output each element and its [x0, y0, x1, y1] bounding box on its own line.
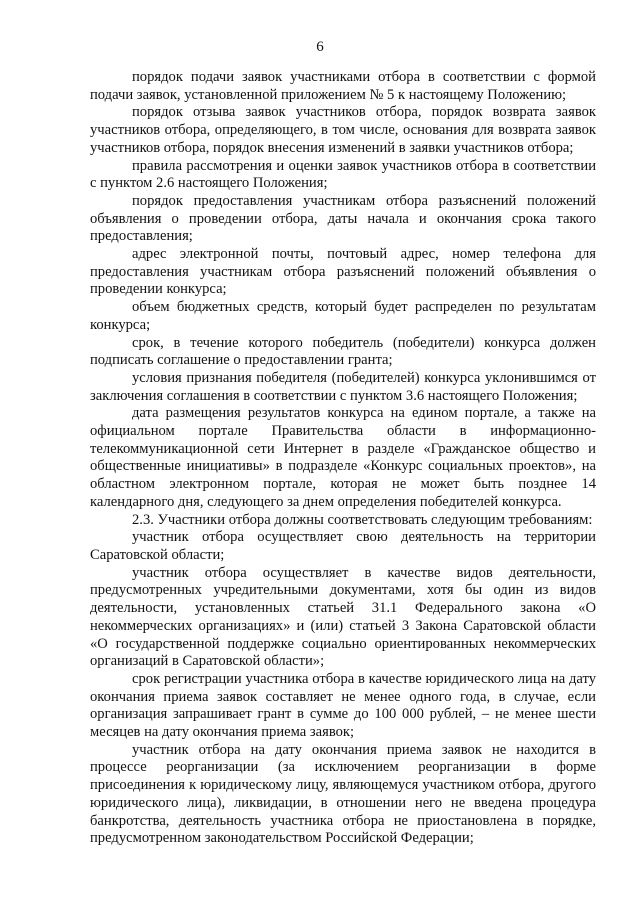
paragraph-reorganization-requirement: участник отбора на дату окончания приема заявок не находится в процессе реорганизации (за исключением реорганизации в форме присоединения к юридическому лицу, являющемуся участником отбора, другого юридического лица), ликвидации, в отношении него не введена процедура банкротства, деятельность участника отбора не приостановлена в порядке, предусмотренном законодательством Российской Федерации;	[90, 741, 596, 847]
paragraph-territory-requirement: участник отбора осуществляет свою деятельность на территории Саратовской области;	[90, 529, 596, 563]
paragraph-evasion-conditions: условия признания победителя (победителей) конкурса уклонившимся от заключения соглашения в соответствии с пунктом 3.6 настоящего Положения;	[90, 369, 596, 404]
paragraph-submission-procedure: порядок подачи заявок участниками отбора в соответствии с формой подачи заявок, установленной приложением № 5 к настоящему Положению;	[90, 69, 596, 103]
paragraph-registration-term: срок регистрации участника отбора в качестве юридического лица на дату окончания приема заявок составляет не менее одного года, в случае, если организация запрашивает грант в сумме до 100 000 рублей, – не менее шести месяцев на дату окончания приема заявок;	[90, 670, 596, 741]
page-number: 6	[316, 39, 324, 55]
paragraph-budget-volume: объем бюджетных средств, который будет распределен по результатам конкурса;	[90, 299, 596, 333]
document-body	[90, 69, 596, 848]
paragraph-activity-requirement: участник отбора осуществляет в качестве видов деятельности, предусмотренных учредительными документами, хотя бы один из видов деятельности, установленных статьей 31.1 Федерального закона «О некоммерческих организациях» и (или) статьей 3 Закона Саратовской области «О государственной поддержке социально ориентированных некоммерческих организаций в Саратовской области»;	[90, 564, 596, 670]
paragraph-signing-term: срок, в течение которого победитель (победители) конкурса должен подписать соглашение о предоставлении гранта;	[90, 334, 596, 369]
paragraph-section-2-3: 2.3. Участники отбора должны соответствовать следующим требованиям:	[132, 511, 593, 528]
paragraph-results-publication: дата размещения результатов конкурса на едином портале, а также на официальном портале Правительства области в информационно-телекоммуникационной сети Интернет в разделе «Гражданское общество и общественные инициативы» в подразделе «Конкурс социальных проектов», на областном электронном портале, которая не может быть позднее 14 календарного дня, следующего за днем определения победителей конкурса.	[90, 405, 596, 510]
paragraph-withdrawal-procedure: порядок отзыва заявок участников отбора, порядок возврата заявок участников отбора, определяющего, в том числе, основания для возврата заявок участников отбора, порядок внесения изменений в заявки участников отбора;	[90, 104, 596, 156]
paragraph-clarification-procedure: порядок предоставления участникам отбора разъяснений положений объявления о проведении отбора, даты начала и окончания срока такого предоставления;	[90, 192, 596, 245]
paragraph-review-rules: правила рассмотрения и оценки заявок участников отбора в соответствии с пунктом 2.6 настоящего Положения;	[90, 157, 596, 192]
paragraph-contact-details: адрес электронной почты, почтовый адрес, номер телефона для предоставления участникам отбора разъяснений положений объявления о проведении конкурса;	[90, 246, 596, 298]
